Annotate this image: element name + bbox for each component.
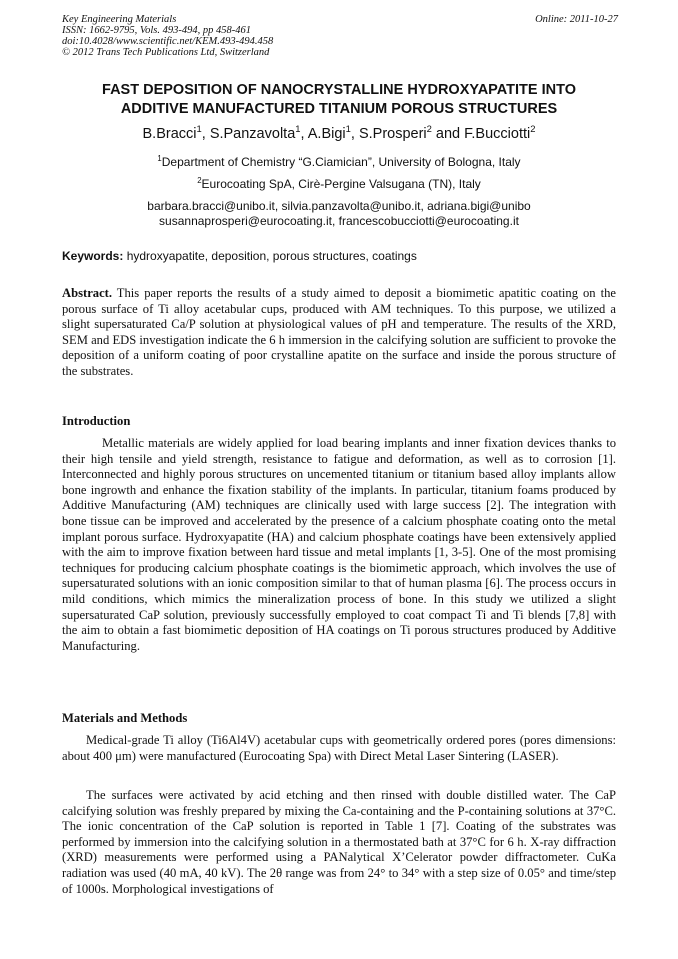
affiliation-1 <box>40 155 638 170</box>
author-name: S.Prosperi <box>358 126 427 142</box>
keywords-label: Keywords: <box>62 249 124 263</box>
affiliation-number: 1 <box>157 154 162 163</box>
author-affiliation-mark: 1 <box>345 123 351 135</box>
affiliation-2 <box>40 177 638 192</box>
methods-paragraph-2: The surfaces were activated by acid etching and then rinsed with double distilled water. The CaP calcifying solution was freshly prepared by mixing the Ca-containing and the P-containing solutions at 37°C. The ionic concentration of the CaP solution is reported in Table 1 [7]. Coating of the substrates was performed by immersion into the calcifying solution in a thermostated bath at 37°C for 6 h. X-ray diffraction (XRD) measurements were performed using a PANalytical X’Celerator powder diffractometer. CuKa radiation was used (40 mA, 40 kV). The 2θ range was from 24° to 34° with a step size of 0.05° and time/step of 1000s. Morphological investigations of <box>62 788 616 896</box>
journal-header <box>62 14 618 58</box>
author-separator: , <box>201 126 210 142</box>
title-line-1: FAST DEPOSITION OF NANOCRYSTALLINE HYDROXYAPATITE INTO <box>102 82 576 98</box>
affiliation-number: 2 <box>197 176 202 185</box>
emails-line-1: barbara.bracci@unibo.it, silvia.panzavolta@unibo.it, adriana.bigi@unibo <box>147 199 531 213</box>
abstract <box>62 286 616 380</box>
abstract-text: This paper reports the results of a study aimed to deposit a biomimetic apatitic coating on the porous surface of Ti alloy acetabular cups, produced with AM techniques. To this purpose, we utilized a slight supersaturated Ca/P solution at physiological values of pH and temperature. The results of the XRD, SEM and EDS investigation indicate the 6 h immersion in the calcifying solution are sufficient to provoke the deposition of a uniform coating of poor crystalline apatite on the surface and inside the porous structure of the substrates. <box>62 286 616 378</box>
issn-line: ISSN: 1662-9795, Vols. 493-494, pp 458-461 <box>62 25 251 36</box>
author-name: F.Bucciotti <box>464 126 531 142</box>
author-affiliation-mark: 1 <box>295 123 301 135</box>
abstract-label: Abstract. <box>62 286 113 300</box>
affiliation-text: Eurocoating SpA, Cirè-Pergine Valsugana (TN), Italy <box>201 177 481 191</box>
journal-name: Key Engineering Materials <box>62 14 177 25</box>
introduction-paragraph: Metallic materials are widely applied for load bearing implants and inner fixation devices thanks to their high tensile and yield strength, resistance to fatigue and deformation, as well as to corrosion [1]. Interconnected and highly porous structures on uncemented titanium or titanium based alloy implants allow bone ingrowth and enhance the fixation stability of the implants. In particular, titanium foams produced by Additive Manufacturing (AM) techniques are clinically used with large success [2]. The integration with bone tissue can be improved and accelerated by the presence of a calcium phosphate coating onto the metal implant porous surface. Hydroxyapatite (HA) and calcium phosphate coatings have been extensively applied with the aim to improve fixation between hard tissue and metal implants [1, 3-5]. One of the most promising techniques for producing calcium phosphate coatings is the biomimetic approach, which involves the use of supersaturated solutions with an ionic composition similar to that of human plasma [6]. The process occurs in mild conditions, which mimics the mineralization process of bone. In this study we utilized a slight supersaturated CaP solution, previously successfully employed to coat compact Ti and Ti blends [7,8] with the aim to obtain a fast biomimetic deposition of HA coatings on Ti porous structures produced by Additive Manufacturing. <box>62 436 616 653</box>
author-conjunction: and <box>431 126 465 142</box>
introduction-heading: Introduction <box>62 414 131 428</box>
author-name: S.Panzavolta <box>209 126 296 142</box>
keywords <box>62 249 616 264</box>
author-affiliation-mark: 2 <box>530 123 536 135</box>
author-list <box>40 125 638 143</box>
author-name: A.Bigi <box>307 126 346 142</box>
author-separator: , <box>300 126 308 142</box>
online-date: Online: 2011-10-27 <box>535 14 618 25</box>
author-separator: , <box>350 126 359 142</box>
methods-heading: Materials and Methods <box>62 711 188 725</box>
keywords-text: hydroxyapatite, deposition, porous structures, coatings <box>123 249 417 263</box>
author-affiliation-mark: 1 <box>196 123 202 135</box>
methods-paragraph-1: Medical-grade Ti alloy (Ti6Al4V) acetabular cups with geometrically ordered pores (pores dimensions: about 400 μm) were manufactured (Eurocoating Spa) with Direct Metal Laser Sintering (LASER). <box>62 733 616 763</box>
author-name: B.Bracci <box>142 126 197 142</box>
paper-title <box>40 81 638 119</box>
doi-line: doi:10.4028/www.scientific.net/KEM.493-494.458 <box>62 36 274 47</box>
author-emails <box>40 199 638 229</box>
affiliation-text: Department of Chemistry “G.Ciamician”, University of Bologna, Italy <box>161 155 521 169</box>
copyright-line: © 2012 Trans Tech Publications Ltd, Switzerland <box>62 47 270 58</box>
title-line-2: ADDITIVE MANUFACTURED TITANIUM POROUS STRUCTURES <box>120 101 558 117</box>
emails-line-2: susannaprosperi@eurocoating.it, francescobucciotti@eurocoating.it <box>159 214 519 228</box>
author-affiliation-mark: 2 <box>426 123 432 135</box>
